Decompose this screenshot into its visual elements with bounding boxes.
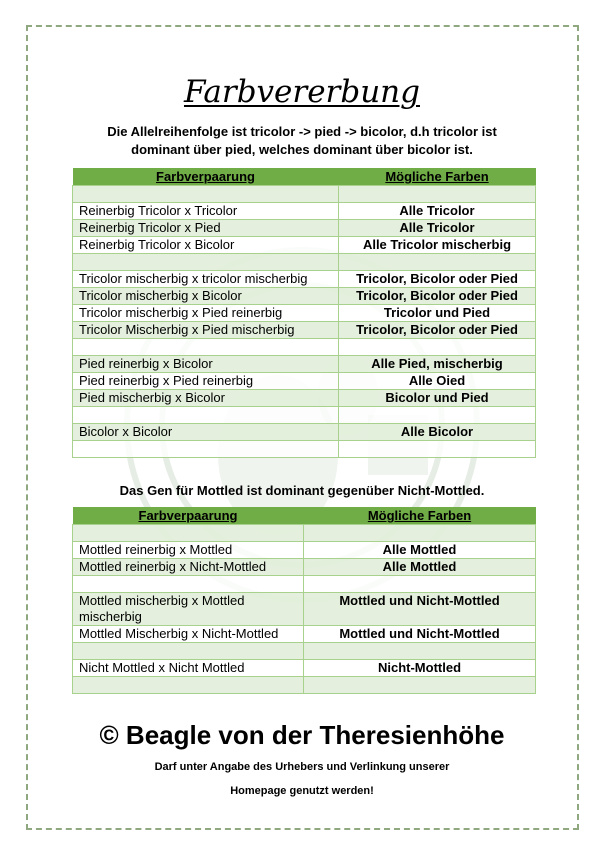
table-row <box>73 237 536 254</box>
pairing-cell <box>73 525 304 542</box>
result-cell: Alle Oied <box>339 373 536 390</box>
table-row <box>73 593 536 626</box>
result-cell <box>339 254 536 271</box>
pairing-cell: Pied reinerbig x Pied reinerbig <box>73 373 339 390</box>
spacer-row <box>73 407 536 424</box>
spacer-row <box>73 254 536 271</box>
spacer-row <box>73 576 536 593</box>
table-row <box>73 203 536 220</box>
pairing-cell <box>73 643 304 660</box>
result-cell: Mottled und Nicht-Mottled <box>304 626 536 643</box>
pairing-cell: Reinerbig Tricolor x Bicolor <box>73 237 339 254</box>
column-header-pairing: Farbverpaarung <box>73 507 304 525</box>
usage-note-line-2: Homepage genutzt werden! <box>230 785 374 797</box>
result-cell <box>304 576 536 593</box>
result-cell: Tricolor, Bicolor oder Pied <box>339 271 536 288</box>
spacer-row <box>73 339 536 356</box>
pairing-cell <box>73 576 304 593</box>
table-row <box>73 373 536 390</box>
pairing-cell <box>73 677 304 694</box>
copyright-heading: © Beagle von der Theresienhöhe <box>99 720 505 750</box>
pairing-cell <box>73 339 339 356</box>
table-row <box>73 626 536 643</box>
table-row <box>73 356 536 373</box>
pairing-cell <box>73 441 339 458</box>
pairing-cell <box>73 186 339 203</box>
pairing-cell: Reinerbig Tricolor x Tricolor <box>73 203 339 220</box>
result-cell: Alle Bicolor <box>339 424 536 441</box>
result-cell <box>339 407 536 424</box>
table-row <box>73 305 536 322</box>
pairing-cell: Tricolor mischerbig x tricolor mischerbig <box>73 271 339 288</box>
result-cell: Alle Tricolor <box>339 220 536 237</box>
spacer-row <box>73 677 536 694</box>
pairing-cell: Tricolor Mischerbig x Pied mischerbig <box>73 322 339 339</box>
spacer-row <box>73 643 536 660</box>
column-header-pairing: Farbverpaarung <box>73 168 339 186</box>
table-row <box>73 660 536 677</box>
table-row <box>73 220 536 237</box>
column-header-colors: Mögliche Farben <box>339 168 536 186</box>
pairing-cell: Nicht Mottled x Nicht Mottled <box>73 660 304 677</box>
result-cell <box>304 525 536 542</box>
pairing-cell: Bicolor x Bicolor <box>73 424 339 441</box>
table-row <box>73 390 536 407</box>
table-header <box>73 507 536 525</box>
result-cell <box>304 677 536 694</box>
pairing-cell <box>73 254 339 271</box>
result-cell <box>339 186 536 203</box>
result-cell: Tricolor, Bicolor oder Pied <box>339 322 536 339</box>
spacer-row <box>73 186 536 203</box>
result-cell: Alle Mottled <box>304 559 536 576</box>
result-cell: Alle Tricolor <box>339 203 536 220</box>
pairing-cell: Mottled reinerbig x Nicht-Mottled <box>73 559 304 576</box>
table-row <box>73 271 536 288</box>
color-inheritance-table <box>72 168 536 458</box>
pairing-cell: Pied mischerbig x Bicolor <box>73 390 339 407</box>
mottled-inheritance-table <box>72 507 536 694</box>
result-cell: Alle Tricolor mischerbig <box>339 237 536 254</box>
table-row <box>73 424 536 441</box>
page-title: Farbvererbung <box>183 74 420 110</box>
spacer-row <box>73 441 536 458</box>
usage-note-line-1: Darf unter Angabe des Urhebers und Verlinkung unserer <box>154 761 450 773</box>
result-cell <box>339 441 536 458</box>
column-header-colors: Mögliche Farben <box>304 507 536 525</box>
pairing-cell: Tricolor mischerbig x Bicolor <box>73 288 339 305</box>
table-header <box>73 168 536 186</box>
pairing-cell: Pied reinerbig x Bicolor <box>73 356 339 373</box>
result-cell: Tricolor und Pied <box>339 305 536 322</box>
result-cell: Tricolor, Bicolor oder Pied <box>339 288 536 305</box>
pairing-cell <box>73 407 339 424</box>
mottled-note: Das Gen für Mottled ist dominant gegenüber Nicht-Mottled. <box>119 483 485 498</box>
table1-body <box>73 186 536 458</box>
intro-line-1: Die Allelreihenfolge ist tricolor -> pied -> bicolor, d.h tricolor ist <box>107 124 497 139</box>
result-cell: Alle Pied, mischerbig <box>339 356 536 373</box>
result-cell <box>339 339 536 356</box>
table-row <box>73 542 536 559</box>
intro-line-2: dominant über pied, welches dominant über bicolor ist. <box>131 142 473 157</box>
pairing-cell: Mottled reinerbig x Mottled <box>73 542 304 559</box>
pairing-cell: Mottled Mischerbig x Nicht-Mottled <box>73 626 304 643</box>
result-cell: Nicht-Mottled <box>304 660 536 677</box>
intro-text <box>60 123 544 159</box>
table-row <box>73 322 536 339</box>
result-cell: Alle Mottled <box>304 542 536 559</box>
result-cell: Mottled und Nicht-Mottled <box>304 593 536 626</box>
pairing-cell: Tricolor mischerbig x Pied reinerbig <box>73 305 339 322</box>
table-row <box>73 559 536 576</box>
table2-body <box>73 525 536 694</box>
pairing-cell: Reinerbig Tricolor x Pied <box>73 220 339 237</box>
spacer-row <box>73 525 536 542</box>
table-row <box>73 288 536 305</box>
result-cell: Bicolor und Pied <box>339 390 536 407</box>
pairing-cell: Mottled mischerbig x Mottled mischerbig <box>73 593 304 626</box>
result-cell <box>304 643 536 660</box>
